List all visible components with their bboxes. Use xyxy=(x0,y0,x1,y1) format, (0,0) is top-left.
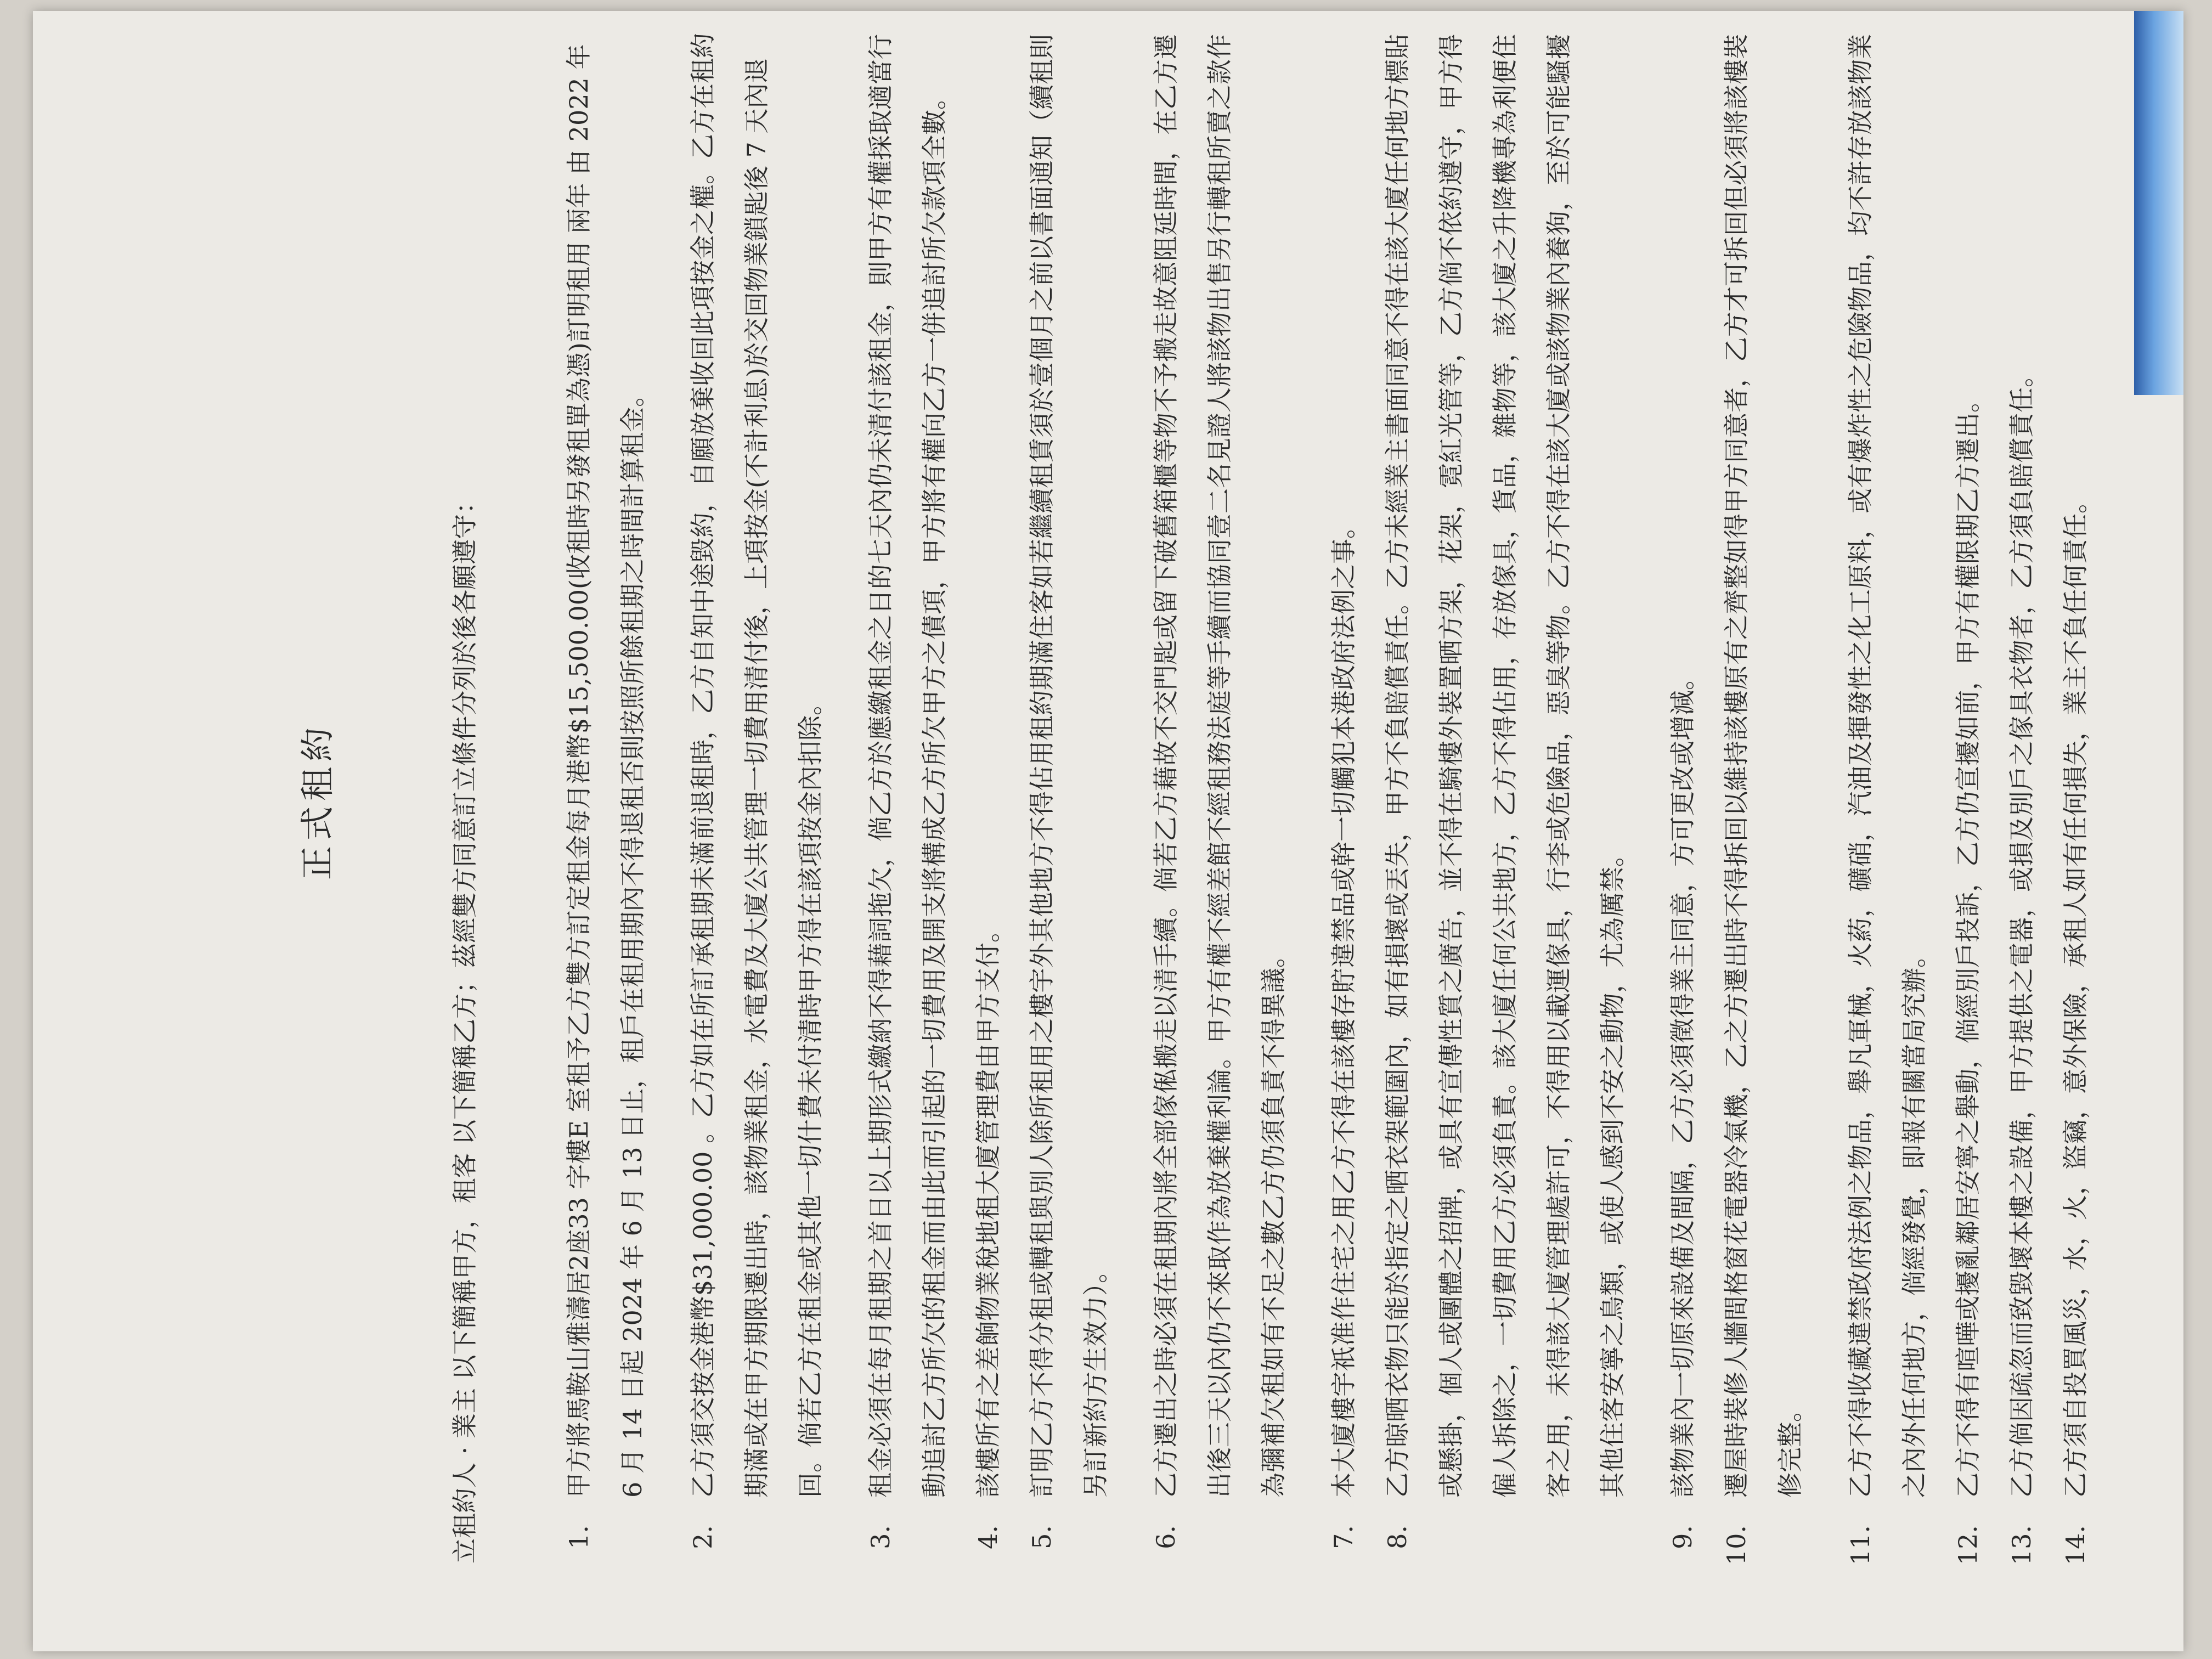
lease-document xyxy=(230,22,2212,1580)
clause-text: 乙方須自投買風災，水，火，盜竊，意外保險，承租人如有任何損失，業主不負任何責任。 xyxy=(2061,488,2090,1498)
clause-7 xyxy=(1317,22,1370,1580)
clause-number: 13. xyxy=(2007,1525,2036,1566)
clause-text: 乙方倘因疏忽而致毀壞本樓之設備，甲方提供之電器，或損及別戶之傢具衣物者，乙方須負賠償責任。 xyxy=(2007,362,2036,1498)
paper-sheet xyxy=(33,11,2183,1651)
document-title: 正式租約 xyxy=(297,722,337,881)
clause-14 xyxy=(2049,22,2102,1580)
clause-8 xyxy=(1370,22,1639,1580)
clause-number: 8. xyxy=(1383,1525,1412,1549)
clause-text: 乙方不得有喧嘩或擾亂鄰居安寧之舉動，倘經別戶投訴，乙方仍宣擾如前，甲方有權限期乙方遷出。 xyxy=(1953,387,1983,1498)
clause-11 xyxy=(1833,22,1941,1580)
intro-paragraph: 立租約人 · 業主 以下簡稱甲方，租客 以下簡稱乙方；茲經雙方同意訂立條件分列於後各願遵守： xyxy=(450,488,479,1564)
clause-13 xyxy=(1995,22,2049,1580)
clause-number: 5. xyxy=(1027,1525,1057,1549)
clause-text: 乙方遷出之時必須在租期內將全部傢俬搬走以清手續。倘若乙方藉故不交門匙或留下破舊箱櫃等物不予搬走故意阻延時間，在乙方遷出後三天以內仍不來取作為放棄權利論。甲方有權不經差館不經租務法庭等手續而協同壹二名見證人將該物出售另行轉租所賣之款作為彌補欠租如有不足之數乙方仍須負責不得異議。 xyxy=(1151,34,1288,1498)
clause-number: 11. xyxy=(1846,1525,1875,1566)
clause-text: 該樓所有之差餉物業稅地租大廈管理費由甲方支付。 xyxy=(973,917,1003,1498)
clause-number: 6. xyxy=(1151,1525,1181,1549)
clause-text: 本大廈樓宇祇准作住宅之用乙方不得在該樓存貯違禁品或幹一切觸犯本港政府法例之事。 xyxy=(1329,514,1358,1498)
clause-number: 9. xyxy=(1668,1525,1697,1549)
clause-number: 2. xyxy=(688,1525,718,1549)
clause-text: 乙方須交按金港幣$31,000.00 。乙方如在所訂承租期未滿前退租時，乙方自知中途毀約，自願放棄收回此項按金之權。乙方在租約期滿或在甲方期限遷出時，該物業租金，水電費及大廈公共管理一切費用清付後，上項按金(不計利息)於交回物業鎖匙後 7 天內退回。倘若乙方在租金或其他一切什費未付清時甲方得在該項按金內扣除。 xyxy=(688,33,825,1498)
clause-9 xyxy=(1656,22,1709,1580)
clause-number: 12. xyxy=(1953,1525,1983,1566)
clause-text: 甲方將馬鞍山雅濤居2座33 字樓E 室租予乙方雙方訂定租金每月港幣$15,500.00(收租時另發租單為憑)訂明租用 兩年 由 2022 年 6 月 14 日起 2024 年 6 月 13 日止，租戶在租用期內不得退租否則按照所餘租期之時間計算租金。 xyxy=(564,44,647,1498)
clause-number: 10. xyxy=(1722,1525,1751,1566)
clause-number: 4. xyxy=(973,1525,1003,1549)
clause-10 xyxy=(1709,22,1817,1580)
clause-text: 乙方不得收藏違禁政府法例之物品，舉凡軍械，火葯，礦硝，汽油及揮發性之化工原料，或有爆炸性之危險物品，均不許存放該物業之內外任何地方，倘經發覺，即報有關當局究辦。 xyxy=(1846,34,1929,1498)
clause-text: 乙方晾晒衣物只能於指定之晒衣架範圍內，如有損壞或丟失，甲方不負賠償責任。乙方未經業主書面同意不得在該大廈任何地方標貼或懸掛，個人或團體之招牌，或具有宣傳性質之廣告，並不得在騎樓外裝置晒方架，花架，霓紅光管等，乙方倘不依約遵守，甲方得僱人拆除之，一切費用乙方必須負責。該大廈任何公共地方，乙方不得佔用，存放傢具，貨品，雜物等，該大廈之升降機專為利便住客之用，未得該大廈管理處許可，不得用以載運傢具，行李或危險品，惡臭等物。乙方不得在該大廈或該物業內養狗，至於可能騷擾其他住客安寧之鳥類，或使人感到不安之動物，尤為厲禁。 xyxy=(1383,34,1627,1498)
clause-text: 遷屋時裝修人牆間格窗花電器冷氣機，乙之方遷出時不得拆回以維持該樓原有之齊整如得甲方同意者，乙方才可拆回但必須將該樓裝修完整。 xyxy=(1722,34,1805,1498)
clause-12 xyxy=(1941,22,1995,1580)
clause-number: 14. xyxy=(2061,1525,2090,1566)
clause-text: 租金必須在每月租期之首日以上期形式繳納不得藉詞拖欠，倘乙方於應繳租金之日的七天內仍未清付該租金，則甲方有權採取適當行動追討乙方所欠的租金而由此而引起的一切費用及開支將構成乙方所欠甲方之債項，甲方將有權向乙方一併追討所欠款項全數。 xyxy=(866,34,949,1498)
clause-number: 7. xyxy=(1329,1525,1358,1549)
clause-text: 訂明乙方不得分租或轉租與別人除所租用之樓宇外其他地方不得佔用租約期滿住客如若繼續租賃須於壹個月之前以書面通知（續租則另訂新約方生效力）。 xyxy=(1027,34,1110,1498)
clause-5 xyxy=(1015,22,1122,1580)
clause-2 xyxy=(676,22,837,1580)
clause-4 xyxy=(961,22,1015,1580)
clause-6 xyxy=(1139,22,1300,1580)
clause-3 xyxy=(854,22,961,1580)
clause-number: 1. xyxy=(564,1525,594,1549)
clause-text: 該物業內一切原來設備及間隔，乙方必須徵得業主同意，方可更改或增減。 xyxy=(1668,665,1697,1498)
clause-1 xyxy=(552,22,659,1580)
clause-number: 3. xyxy=(866,1525,895,1549)
